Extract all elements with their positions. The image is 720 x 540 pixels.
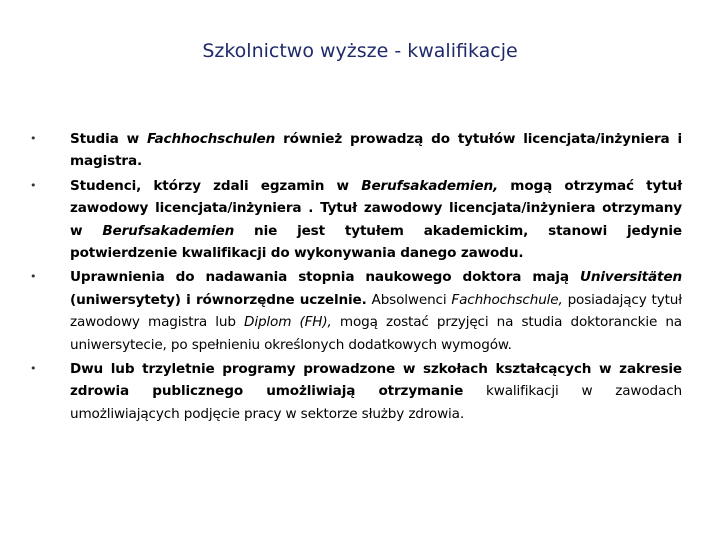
- bullet-3-text-d: posiadający tytuł zawodowy magistra lub: [70, 291, 682, 331]
- bullet-3-term-b: Fachhochschule,: [451, 291, 563, 308]
- slide-title: Szkolnictwo wyższe - kwalifikacje: [202, 40, 518, 62]
- bullet-2-text-c: nie jest tytułem akademickim, stanowi jedynie potwierdzenie kwalifikacji do wykonywania danego zawodu.: [70, 222, 682, 262]
- bullet-3-text-e: mogą zostać przyjęci na studia doktoranckie na uniwersytecie, po spełnieniu określonych dodatkowych wymogów.: [70, 314, 682, 353]
- bullet-dot-icon: •: [30, 270, 37, 284]
- bullet-dot-icon: •: [30, 362, 37, 376]
- bullet-3-term-c: Diplom (FH),: [244, 314, 332, 331]
- bullet-3-text-a: Uprawnienia do nadawania stopnia naukowego doktora mają: [70, 269, 580, 286]
- bullet-item-3: [30, 266, 682, 356]
- bullet-2-text-b: mogą otrzymać tytuł zawodowy licencjata/inżyniera . Tytuł zawodowy licencjata/inżyniera otrzymany w: [70, 177, 682, 239]
- bullet-3-text-b: (uniwersytety) i równorzędne uczelnie.: [70, 291, 367, 308]
- bullet-4-text-b: kwalifikacji w zawodach umożliwiających podjęcie pracy w sektorze służby zdrowia.: [70, 383, 683, 422]
- bullet-item-1: [30, 128, 682, 173]
- bullet-item-2: [30, 175, 682, 265]
- bullet-item-4: [30, 358, 682, 425]
- bullet-dot-icon: •: [30, 178, 37, 192]
- bullet-1-text-b: również prowadzą do tytułów licencjata/inżyniera i magistra.: [70, 131, 682, 170]
- bullet-2-text-a: Studenci, którzy zdali egzamin w: [70, 177, 362, 194]
- bullet-3-text-c: Absolwenci: [366, 291, 452, 308]
- bullet-2-term-a: Berufsakademien,: [361, 177, 499, 194]
- bullet-list: [30, 128, 682, 425]
- bullet-2-term-b: Berufsakademien: [102, 222, 235, 239]
- bullet-1-text-a: Studia w: [70, 131, 147, 147]
- bullet-4-text-a: Dwu lub trzyletnie programy prowadzone w szkołach kształcących w zakresie zdrowia publicznego umożliwiają otrzymanie: [70, 361, 682, 400]
- bullet-dot-icon: •: [30, 132, 37, 145]
- bullet-3-term-a: Universitäten: [579, 269, 682, 286]
- bullet-1-term: Fachhochschulen: [146, 131, 276, 147]
